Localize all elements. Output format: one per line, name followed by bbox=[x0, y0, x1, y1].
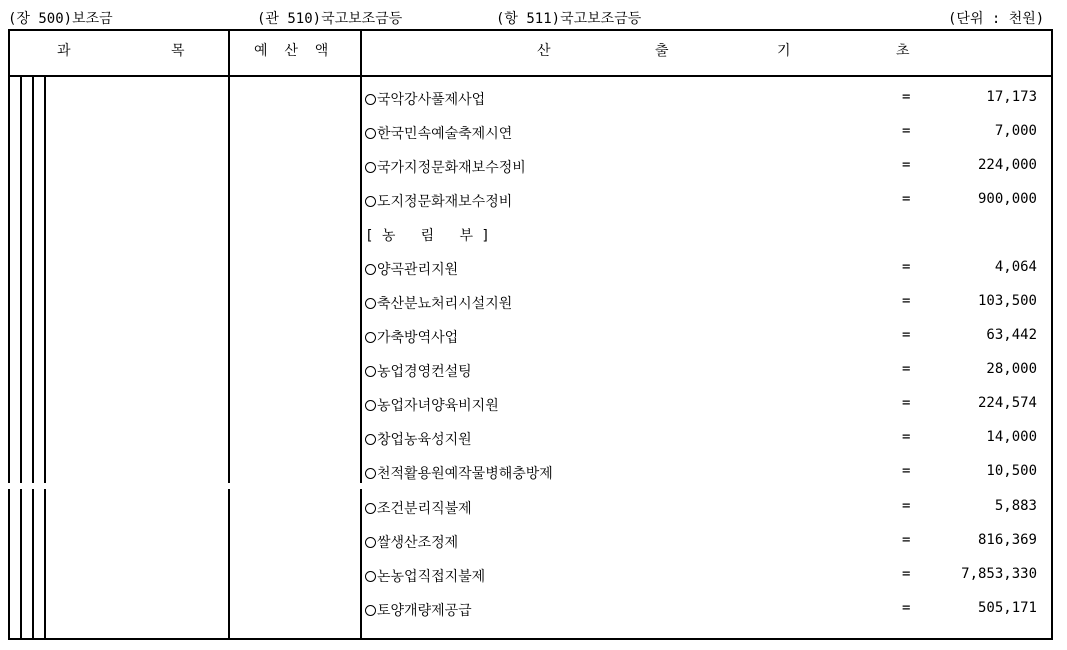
table-row bbox=[365, 488, 1045, 522]
row-item bbox=[365, 259, 458, 279]
row-equals: = bbox=[902, 123, 911, 139]
row-amount: 5,883 bbox=[994, 498, 1037, 514]
unit-label: (단위 : 천원) bbox=[948, 11, 1045, 27]
row-equals: = bbox=[902, 191, 911, 207]
row-equals: = bbox=[902, 600, 911, 616]
row-item bbox=[365, 566, 485, 586]
table-row bbox=[365, 556, 1045, 590]
table-row bbox=[365, 317, 1045, 351]
table-row bbox=[365, 283, 1045, 317]
circle-bullet-icon bbox=[365, 605, 376, 616]
row-item-label: 천적활용원예작물병해충방제 bbox=[377, 466, 553, 482]
row-item bbox=[365, 395, 499, 415]
row-amount: 816,369 bbox=[977, 532, 1037, 548]
circle-bullet-icon bbox=[365, 94, 376, 105]
table-row bbox=[365, 522, 1045, 556]
circle-bullet-icon bbox=[365, 264, 376, 275]
table-row bbox=[365, 147, 1045, 181]
row-amount: 10,500 bbox=[986, 463, 1037, 479]
column-header-gwamok-2: 목 bbox=[171, 43, 185, 59]
circle-bullet-icon bbox=[365, 434, 376, 445]
row-amount: 900,000 bbox=[977, 191, 1037, 207]
row-amount: 224,574 bbox=[977, 395, 1037, 411]
circle-bullet-icon bbox=[365, 468, 376, 479]
row-equals: = bbox=[902, 89, 911, 105]
circle-bullet-icon bbox=[365, 400, 376, 411]
row-amount: 505,171 bbox=[977, 600, 1037, 616]
table-row bbox=[365, 113, 1045, 147]
row-equals: = bbox=[902, 566, 911, 582]
column-header-budget: 예 산 액 bbox=[254, 43, 329, 59]
row-item-label: 논농업직접지불제 bbox=[377, 569, 486, 585]
column-header-calc-3: 기 bbox=[777, 43, 791, 59]
item-label: (항 511)국고보조금등 bbox=[496, 11, 642, 27]
row-equals: = bbox=[902, 498, 911, 514]
row-amount: 14,000 bbox=[986, 429, 1037, 445]
row-item-label: 창업농육성지원 bbox=[377, 432, 472, 448]
row-item-label: 농업경영컨설팅 bbox=[377, 364, 472, 380]
row-item-label: 쌀생산조정제 bbox=[377, 535, 459, 551]
column-header-calc-4: 초 bbox=[896, 43, 910, 59]
row-item-label: 조건분리직불제 bbox=[377, 501, 472, 517]
row-amount: 4,064 bbox=[994, 259, 1037, 275]
row-item-label: 농업자녀양육비지원 bbox=[377, 398, 499, 414]
row-amount: 17,173 bbox=[986, 89, 1037, 105]
row-amount: 7,853,330 bbox=[961, 566, 1037, 582]
row-item bbox=[365, 123, 512, 143]
page-break-gap bbox=[8, 483, 363, 489]
table-row bbox=[365, 249, 1045, 283]
column-header-calc-2: 출 bbox=[655, 43, 669, 59]
circle-bullet-icon bbox=[365, 537, 376, 548]
table-row bbox=[365, 351, 1045, 385]
column-divider-budget bbox=[228, 29, 230, 640]
row-item bbox=[365, 361, 472, 381]
circle-bullet-icon bbox=[365, 503, 376, 514]
circle-bullet-icon bbox=[365, 332, 376, 343]
column-divider-calc bbox=[360, 29, 362, 640]
row-amount: 103,500 bbox=[977, 293, 1037, 309]
row-item bbox=[365, 157, 526, 177]
row-equals: = bbox=[902, 463, 911, 479]
row-item-label: 도지정문화재보수정비 bbox=[377, 194, 513, 210]
circle-bullet-icon bbox=[365, 128, 376, 139]
row-amount: 7,000 bbox=[994, 123, 1037, 139]
table-row bbox=[365, 453, 1045, 487]
row-item bbox=[365, 498, 472, 518]
row-item bbox=[365, 463, 553, 483]
table-row bbox=[365, 215, 1045, 249]
row-item-label: 토양개량제공급 bbox=[377, 603, 472, 619]
row-item-label: 양곡관리지원 bbox=[377, 262, 459, 278]
row-equals: = bbox=[902, 361, 911, 377]
table-row bbox=[365, 419, 1045, 453]
table-row bbox=[365, 181, 1045, 215]
table-row bbox=[365, 385, 1045, 419]
column-header-gwamok-1: 과 bbox=[57, 43, 71, 59]
row-equals: = bbox=[902, 532, 911, 548]
row-item-label: 국악강사풀제사업 bbox=[377, 92, 486, 108]
subaccount-line-3 bbox=[44, 77, 46, 640]
row-amount: 28,000 bbox=[986, 361, 1037, 377]
table-row bbox=[365, 590, 1045, 624]
row-item bbox=[365, 293, 512, 313]
row-equals: = bbox=[902, 327, 911, 343]
section-label: (관 510)국고보조금등 bbox=[257, 11, 403, 27]
row-item bbox=[365, 225, 490, 245]
column-header-calc-1: 산 bbox=[537, 43, 551, 59]
row-equals: = bbox=[902, 157, 911, 173]
row-item-label: 국가지정문화재보수정비 bbox=[377, 160, 526, 176]
row-amount: 63,442 bbox=[986, 327, 1037, 343]
row-item bbox=[365, 327, 458, 347]
row-item-label: [ 농 림 부 ] bbox=[365, 228, 490, 244]
subaccount-line-2 bbox=[32, 77, 34, 640]
subaccount-line-1 bbox=[20, 77, 22, 640]
chapter-label: (장 500)보조금 bbox=[8, 11, 113, 27]
circle-bullet-icon bbox=[365, 162, 376, 173]
circle-bullet-icon bbox=[365, 571, 376, 582]
circle-bullet-icon bbox=[365, 196, 376, 207]
row-equals: = bbox=[902, 395, 911, 411]
row-item bbox=[365, 429, 472, 449]
row-amount: 224,000 bbox=[977, 157, 1037, 173]
row-equals: = bbox=[902, 259, 911, 275]
row-item-label: 가축방역사업 bbox=[377, 330, 459, 346]
circle-bullet-icon bbox=[365, 366, 376, 377]
table-row bbox=[365, 79, 1045, 113]
row-equals: = bbox=[902, 293, 911, 309]
row-item-label: 한국민속예술축제시연 bbox=[377, 126, 513, 142]
circle-bullet-icon bbox=[365, 298, 376, 309]
row-equals: = bbox=[902, 429, 911, 445]
row-item bbox=[365, 191, 512, 211]
row-item-label: 축산분뇨처리시설지원 bbox=[377, 296, 513, 312]
row-item bbox=[365, 532, 458, 552]
row-item bbox=[365, 89, 485, 109]
header-separator bbox=[8, 75, 1053, 77]
row-item bbox=[365, 600, 472, 620]
